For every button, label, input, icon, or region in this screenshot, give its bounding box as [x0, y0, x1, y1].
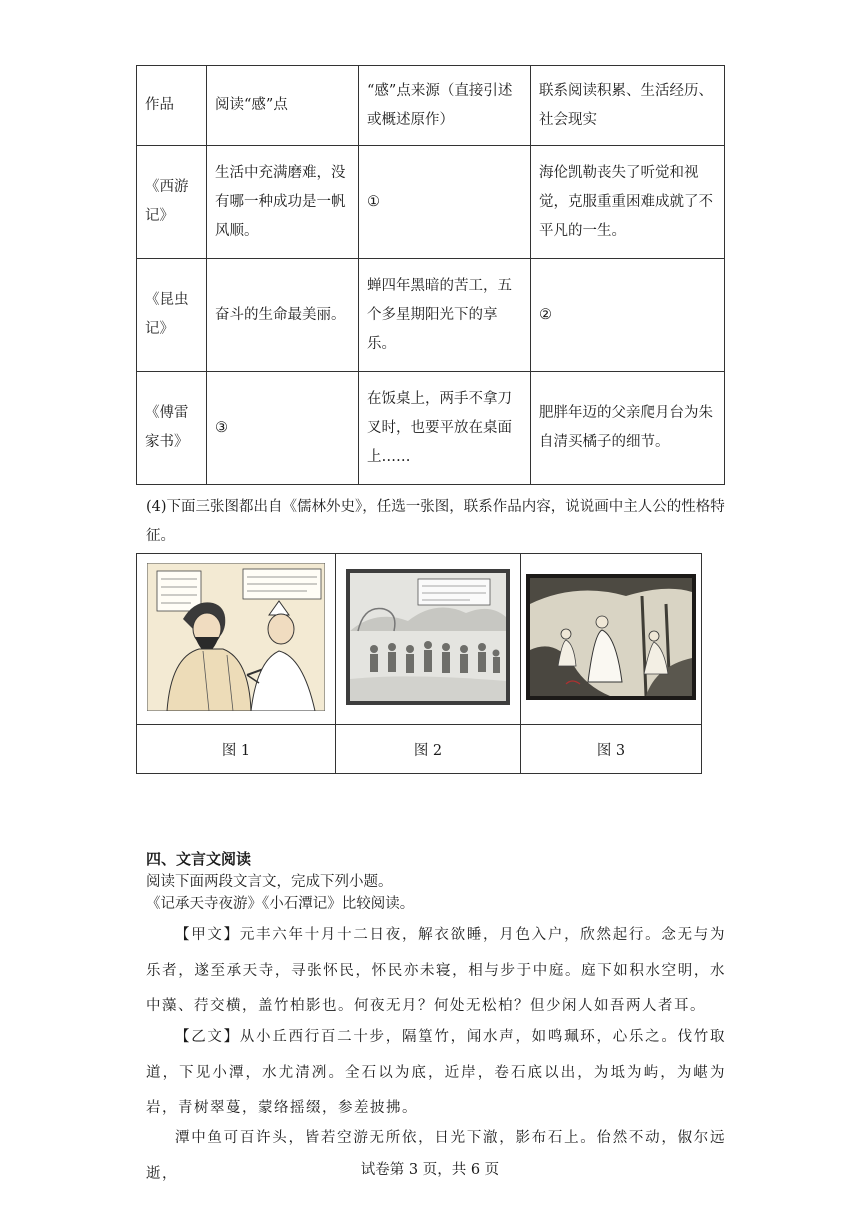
section-title: 四、文言文阅读: [146, 850, 252, 868]
figure-caption: 图 3: [521, 725, 702, 774]
figure-table: [136, 553, 702, 774]
figure-cell: [336, 554, 521, 725]
table-header-row: [137, 66, 725, 146]
table-cell: ③: [207, 372, 359, 485]
passage-jia: 【甲文】元丰六年十月十二日夜，解衣欲睡，月色入户，欣然起行。念无与为乐者，遂至承天寺，寻张怀民，怀民亦未寝，相与步于中庭。庭下如积水空明，水中藻、荇交横，盖竹柏影也。何夜无月？何处无松柏？但少闲人如吾两人者耳。: [146, 927, 726, 1014]
table-header-cell: 联系阅读积累、生活经历、社会现实: [531, 66, 725, 146]
table-cell: ①: [359, 146, 531, 259]
question-4: (4)下面三张图都出自《儒林外史》，任选一张图，联系作品内容，说说画中主人公的性格特征。: [146, 499, 725, 544]
table-cell: 《傅雷家书》: [137, 372, 207, 485]
page-footer: 试卷第 3 页，共 6 页: [360, 1162, 500, 1178]
table-row: [137, 259, 725, 372]
figure-image-row: [137, 554, 702, 725]
table-header-cell: 阅读“感”点: [207, 66, 359, 146]
table-cell: 肥胖年迈的父亲爬月台为朱自清买橘子的细节。: [531, 372, 725, 485]
figure-caption: 图 1: [137, 725, 336, 774]
table-cell: 在饭桌上，两手不拿刀叉时，也要平放在桌面上……: [359, 372, 531, 485]
table-cell: 《西游记》: [137, 146, 207, 259]
figure-caption: 图 2: [336, 725, 521, 774]
figure-cell: [137, 554, 336, 725]
figure-1-illustration: [147, 563, 325, 711]
table-cell: 生活中充满磨难，没有哪一种成功是一帆风顺。: [207, 146, 359, 259]
figure-3-illustration: [526, 574, 696, 700]
section-instruction: 阅读下面两段文言文，完成下列小题。: [146, 874, 393, 890]
table-cell: ②: [531, 259, 725, 372]
table-row: [137, 372, 725, 485]
figure-caption-row: [137, 725, 702, 774]
figure-2-illustration: [346, 569, 510, 705]
section-subtitle: 《记承天寺夜游》《小石潭记》比较阅读。: [146, 896, 415, 912]
table-cell: 《昆虫记》: [137, 259, 207, 372]
table-cell: 蝉四年黑暗的苦工，五个多星期阳光下的享乐。: [359, 259, 531, 372]
table-row: [137, 146, 725, 259]
table-cell: 奋斗的生命最美丽。: [207, 259, 359, 372]
table-header-cell: 作品: [137, 66, 207, 146]
figure-cell: [521, 554, 702, 725]
table-header-cell: “感”点来源（直接引述或概述原作）: [359, 66, 531, 146]
passage-yi-continued: 潭中鱼可百许头，皆若空游无所依，日光下澈，影布石上。佁然不动，俶尔远逝，: [146, 1130, 726, 1182]
passage-yi: 【乙文】从小丘西行百二十步，隔篁竹，闻水声，如鸣珮环，心乐之。伐竹取道，下见小潭，水尤清冽。全石以为底，近岸，卷石底以出，为坻为屿，为嵁为岩，青树翠蔓，蒙络摇缀，参差披拂。: [146, 1029, 726, 1116]
table-cell: 海伦凯勒丧失了听觉和视觉，克服重重困难成就了不平凡的一生。: [531, 146, 725, 259]
reading-table: [136, 65, 725, 485]
